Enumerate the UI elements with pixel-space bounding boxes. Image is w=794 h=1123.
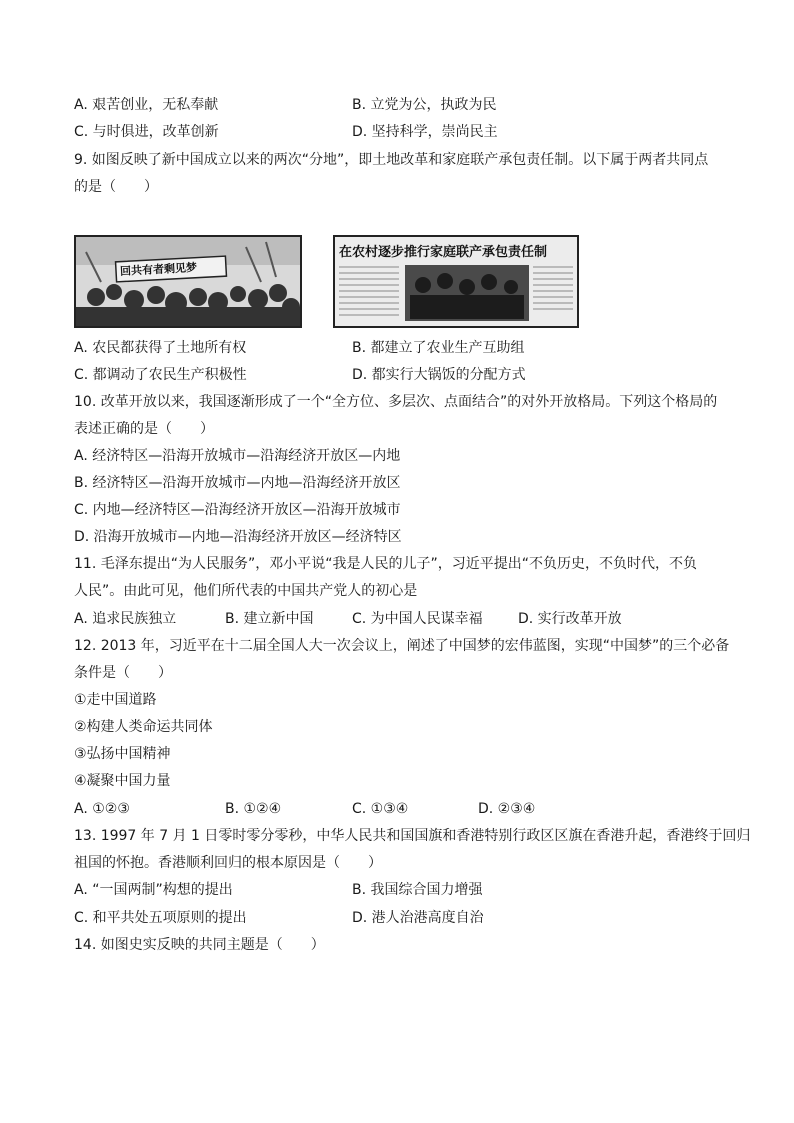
q9-option-d: D. 都实行大锅饭的分配方式 — [352, 367, 526, 383]
q10-option-c: C. 内地—经济特区—沿海经济开放区—沿海开放城市 — [74, 502, 401, 518]
land-reform-banner-text: 回共有者剩见梦 — [119, 260, 198, 279]
q13-option-d: D. 港人治港高度自治 — [352, 910, 484, 926]
land-reform-photo-art — [76, 237, 300, 326]
q12-item-2: ②构建人类命运共同体 — [74, 719, 213, 735]
q11-option-b: B. 建立新中国 — [225, 611, 314, 627]
q13-stem-line1: 13. 1997 年 7 月 1 日零时零分零秒，中华人民共和国国旗和香港特别行政区区旗在香港升起，香港终于回归 — [74, 828, 751, 844]
q9-stem-line2: 的是（ ） — [74, 179, 158, 195]
q13-option-b: B. 我国综合国力增强 — [352, 882, 483, 898]
q9-option-b: B. 都建立了农业生产互助组 — [352, 340, 525, 356]
newspaper-headline: 在农村逐步推行家庭联产承包责任制 — [339, 245, 548, 260]
q9-option-a: A. 农民都获得了土地所有权 — [74, 340, 247, 356]
q12-item-1: ①走中国道路 — [74, 692, 157, 708]
q9-option-c: C. 都调动了农民生产积极性 — [74, 367, 247, 383]
q12-option-c: C. ①③④ — [352, 801, 409, 817]
q10-option-d: D. 沿海开放城市—内地—沿海经济开放区—经济特区 — [74, 529, 402, 545]
q11-option-d: D. 实行改革开放 — [518, 611, 622, 627]
q12-item-4: ④凝聚中国力量 — [74, 773, 171, 789]
q12-option-d: D. ②③④ — [478, 801, 536, 817]
q10-stem-line2: 表述正确的是（ ） — [74, 421, 214, 437]
q13-option-c: C. 和平共处五项原则的提出 — [74, 910, 247, 926]
q12-stem-line1: 12. 2013 年，习近平在十二届全国人大一次会议上，阐述了中国梦的宏伟蓝图，实现“中国梦”的三个必备 — [74, 638, 730, 654]
q8-option-b: B. 立党为公，执政为民 — [352, 97, 497, 113]
land-reform-photo — [74, 235, 302, 328]
household-responsibility-newspaper — [333, 235, 579, 328]
q11-stem-line2: 人民”。由此可见，他们所代表的中国共产党人的初心是 — [74, 583, 418, 599]
q13-stem-line2: 祖国的怀抱。香港顺利回归的根本原因是（ ） — [74, 855, 382, 871]
q10-option-a: A. 经济特区—沿海开放城市—沿海经济开放区—内地 — [74, 448, 401, 464]
q8-option-a: A. 艰苦创业，无私奉献 — [74, 97, 219, 113]
q12-option-b: B. ①②④ — [225, 801, 282, 817]
q9-stem-line1: 9. 如图反映了新中国成立以来的两次“分地”，即土地改革和家庭联产承包责任制。以下属于两者共同点 — [74, 152, 709, 168]
q8-option-c: C. 与时俱进，改革创新 — [74, 124, 219, 140]
q8-option-d: D. 坚持科学，崇尚民主 — [352, 124, 498, 140]
q11-option-c: C. 为中国人民谋幸福 — [352, 611, 483, 627]
q12-stem-line2: 条件是（ ） — [74, 665, 172, 681]
q11-option-a: A. 追求民族独立 — [74, 611, 177, 627]
q10-stem-line1: 10. 改革开放以来，我国逐渐形成了一个“全方位、多层次、点面结合”的对外开放格局。下列这个格局的 — [74, 394, 718, 410]
q12-option-a: A. ①②③ — [74, 801, 130, 817]
q10-option-b: B. 经济特区—沿海开放城市—内地—沿海经济开放区 — [74, 475, 401, 491]
q13-option-a: A. “一国两制”构想的提出 — [74, 882, 233, 898]
q14-stem-line1: 14. 如图史实反映的共同主题是（ ） — [74, 937, 325, 953]
q11-stem-line1: 11. 毛泽东提出“为人民服务”，邓小平说“我是人民的儿子”，习近平提出“不负历史，不负时代，不负 — [74, 556, 697, 572]
q12-item-3: ③弘扬中国精神 — [74, 746, 171, 762]
